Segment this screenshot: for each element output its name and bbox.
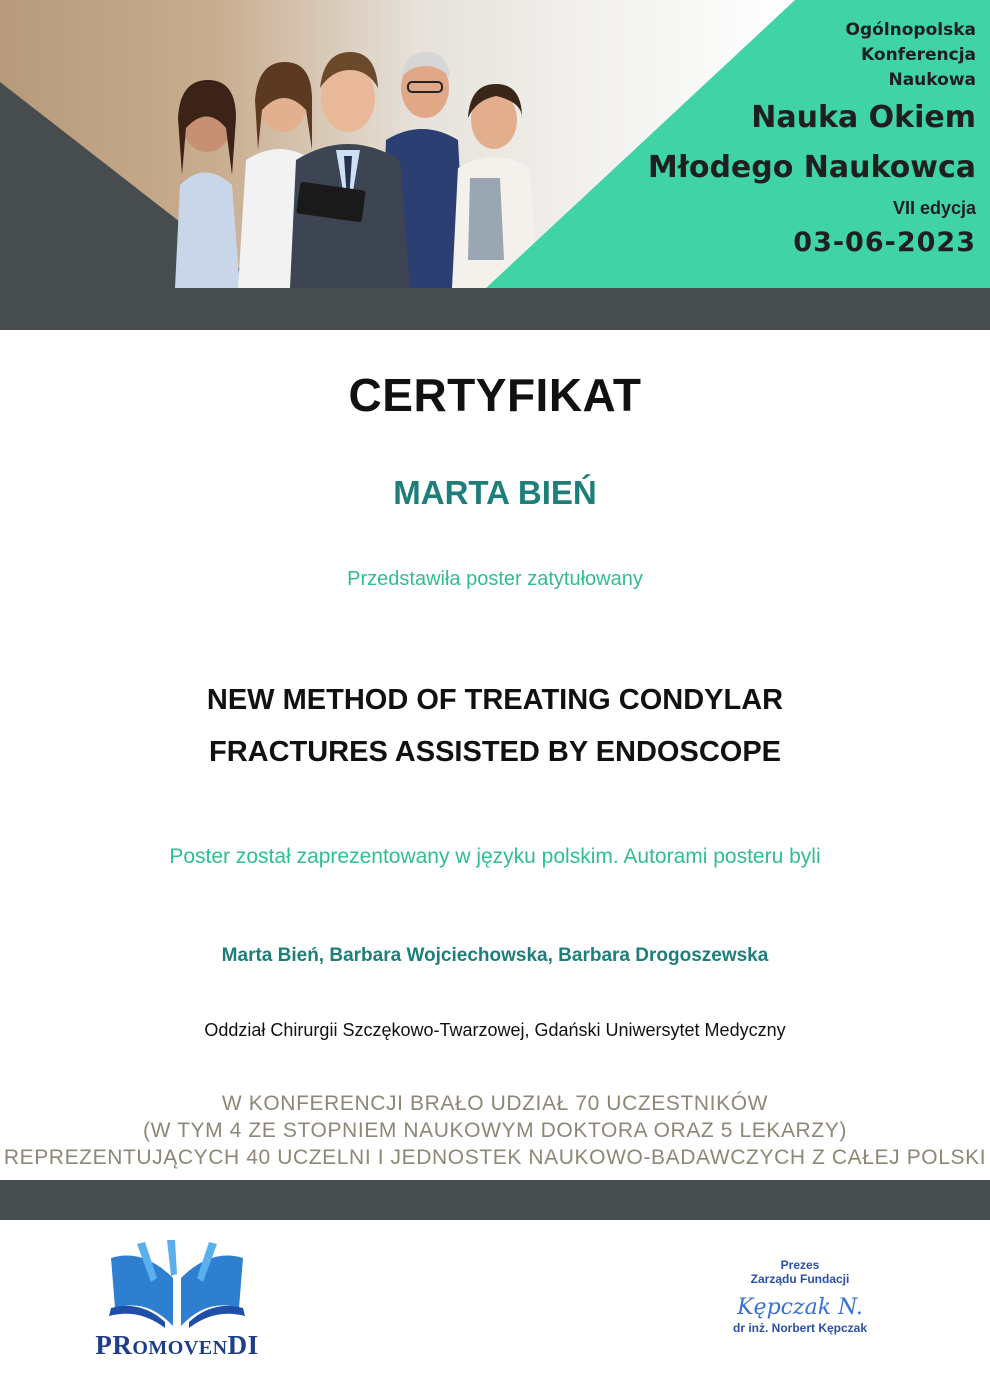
stats-line-2: (W TYM 4 ZE STOPNIEM NAUKOWYM DOKTORA ORAZ 5 LEKARZY) — [143, 1119, 847, 1142]
conference-date: 03-06-2023 — [793, 227, 976, 258]
participation-stats — [0, 1090, 990, 1171]
logo-wordmark — [72, 1330, 282, 1361]
promovendi-logo — [72, 1238, 282, 1368]
poster-title-line-2: FRACTURES ASSISTED BY ENDOSCOPE — [208, 736, 782, 768]
certificate-header — [0, 0, 990, 330]
conference-title-line-2: Młodego Naukowca — [647, 150, 976, 185]
footer-dark-band — [0, 1180, 990, 1220]
person-1 — [175, 80, 240, 288]
affiliation: Oddział Chirurgii Szczękowo-Twarzowej, Gdański Uniwersytet Medyczny — [204, 1020, 786, 1040]
conference-line-1: Ogólnopolska — [845, 20, 976, 40]
stats-line-1: W KONFERENCJI BRAŁO UDZIAŁ 70 UCZESTNIKÓW — [221, 1092, 769, 1115]
presented-label: Przedstawiła poster zatytułowany — [347, 568, 643, 590]
svg-text:Kępczak N.: Kępczak N. — [737, 1295, 863, 1320]
certificate-title: CERTYFIKAT — [348, 369, 642, 421]
poster-title-line-1: NEW METHOD OF TREATING CONDYLAR — [206, 684, 784, 716]
conference-line-3: Naukowa — [888, 70, 976, 90]
conference-edition: VII edycja — [892, 198, 976, 218]
language-statement: Poster został zaprezentowany w języku polskim. Autorami posteru byli — [169, 845, 821, 868]
authors-list: Marta Bień, Barbara Wojciechowska, Barbara Drogoszewska — [221, 945, 769, 966]
people-photo — [175, 52, 538, 288]
conference-info — [556, 18, 976, 263]
logo-wordmark-omoven: OMOVEN — [132, 1337, 228, 1359]
president-signature — [700, 1258, 900, 1368]
signature-role-line-1: Prezes — [780, 1258, 820, 1272]
logo-wordmark-pr: PR — [95, 1330, 133, 1360]
stats-line-3: REPREZENTUJĄCYCH 40 UCZELNI I JEDNOSTEK NAUKOWO-BADAWCZYCH Z CAŁEJ POLSKI — [3, 1146, 987, 1169]
signature-name: dr inż. Norbert Kępczak — [732, 1321, 868, 1335]
conference-line-2: Konferencja — [861, 45, 976, 65]
poster-title — [0, 674, 990, 778]
handwritten-signature — [700, 1288, 900, 1324]
conference-title-line-1: Nauka Okiem — [751, 100, 976, 135]
open-book-icon — [72, 1238, 282, 1330]
signature-role-line-2: Zarządu Fundacji — [750, 1272, 850, 1286]
recipient-name: MARTA BIEŃ — [393, 474, 597, 511]
header-dark-band — [0, 288, 990, 330]
logo-wordmark-di: DI — [227, 1330, 259, 1360]
